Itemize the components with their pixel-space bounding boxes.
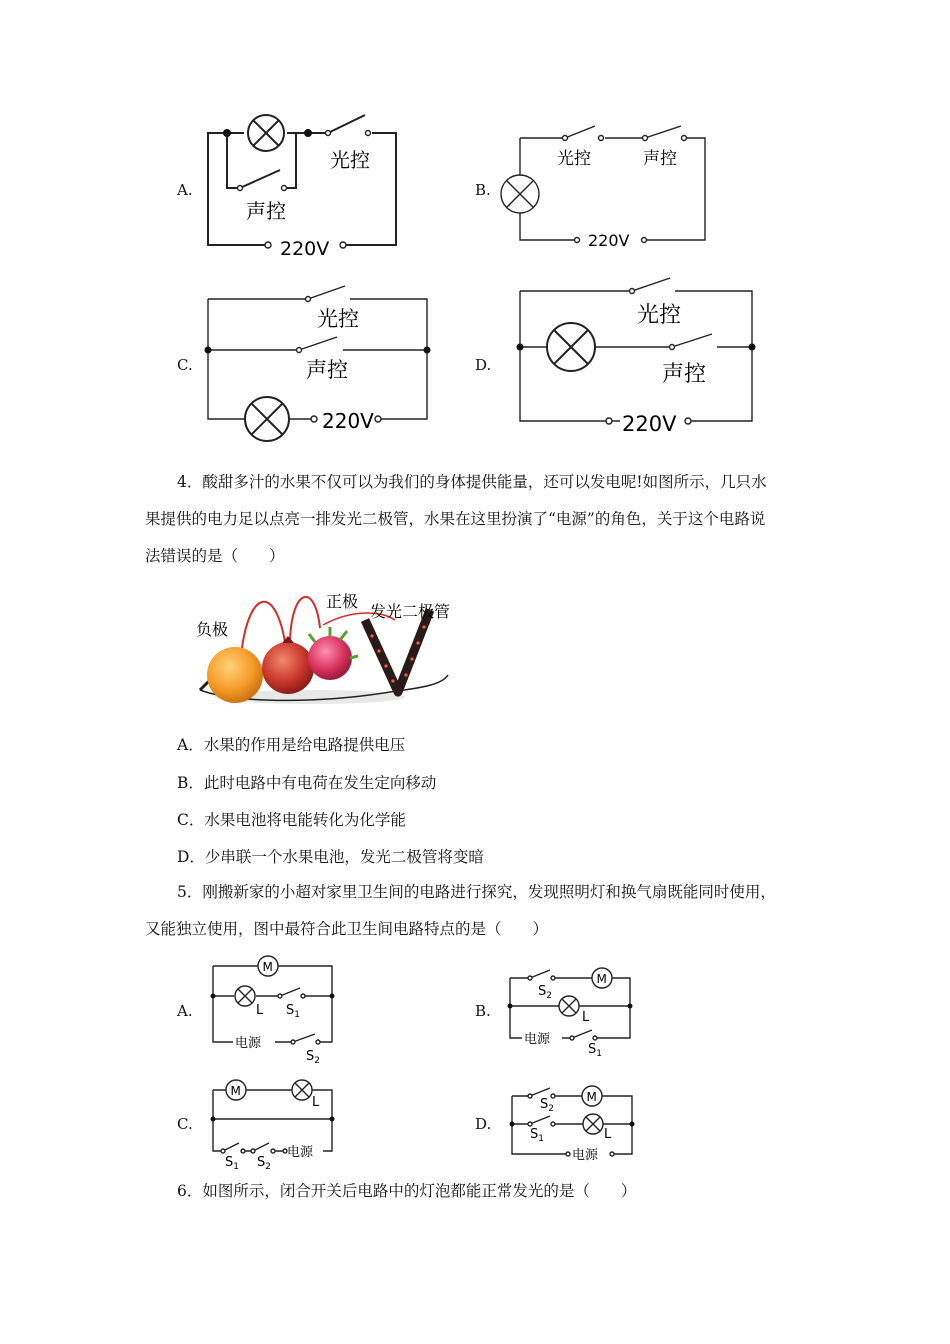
svg-text:S2 <box>538 984 552 1001</box>
switch-s2-subscript: 2 <box>265 1162 271 1172</box>
q3-option-a-letter: A. <box>177 181 193 199</box>
pomegranate-fruit <box>262 642 314 694</box>
switch-s1-label: S <box>286 1003 295 1018</box>
q4-stem-line-3: 法错误的是（ ） <box>145 547 285 565</box>
q4-stem-line-1: 4．酸甜多汁的水果不仅可以为我们的身体提供能量，还可以发电呢!如图所示，几只水 <box>177 473 767 491</box>
switch-s1-subscript: 1 <box>294 1010 300 1020</box>
q3-option-c-letter: C. <box>177 356 193 374</box>
svg-text:S2 <box>257 1155 271 1172</box>
dragonfruit-fruit <box>308 636 352 680</box>
q4-stem-line-2: 果提供的电力足以点亮一排发光二极管，水果在这里扮演了“电源”的角色，关于这个电路说 <box>145 510 766 528</box>
q5-circuit-a <box>205 952 345 1067</box>
light-control-label: 光控 <box>557 149 591 169</box>
power-source-label: 电源 <box>572 1148 599 1163</box>
motor-label: M <box>586 1090 597 1104</box>
q4-option-c: C．水果电池将电能转化为化学能 <box>177 811 406 829</box>
switch-s1-label: S <box>588 1042 597 1057</box>
q3-circuit-a <box>200 110 405 260</box>
led-strip <box>365 610 430 692</box>
q5-option-d-letter: D. <box>475 1115 492 1133</box>
sound-control-label: 声控 <box>643 149 677 169</box>
q5-option-c-letter: C. <box>177 1115 193 1133</box>
switch-s1-subscript: 1 <box>233 1162 239 1172</box>
sound-control-label: 声控 <box>306 358 348 382</box>
voltage-label: 220V <box>322 409 374 433</box>
motor-label: M <box>596 972 607 986</box>
voltage-label: 220V <box>622 412 677 436</box>
switch-s2-subscript: 2 <box>546 991 552 1001</box>
q4-option-a: A．水果的作用是给电路提供电压 <box>177 736 406 754</box>
power-source-label: 电源 <box>287 1145 314 1160</box>
q3-option-b-letter: B. <box>475 181 491 199</box>
switch-s1-label: S <box>225 1155 234 1170</box>
switch-s2-label: S <box>306 1049 315 1064</box>
svg-text:S2 <box>540 1097 554 1114</box>
led-label: 发光二极管 <box>370 602 451 621</box>
lamp-label: L <box>312 1095 320 1110</box>
light-control-label: 光控 <box>317 307 359 331</box>
motor-label: M <box>230 1084 241 1098</box>
svg-text:S1 <box>530 1127 544 1144</box>
q5-circuit-d <box>500 1078 640 1168</box>
negative-pole-label: 负极 <box>196 620 229 639</box>
switch-s2-subscript: 2 <box>548 1104 554 1114</box>
svg-text:S1 <box>286 1003 300 1020</box>
q5-stem-line-2: 又能独立使用，图中最符合此卫生间电路特点的是（ ） <box>145 920 549 938</box>
q3-circuit-c <box>200 282 435 442</box>
switch-s2-label: S <box>538 984 547 999</box>
switch-s1-subscript: 1 <box>596 1049 602 1059</box>
q5-stem-line-1: 5．刚搬新家的小超对家里卫生间的电路进行探究，发现照明灯和换气扇既能同时使用， <box>177 883 776 901</box>
q3-circuit-b <box>495 115 715 250</box>
q5-option-b-letter: B. <box>475 1002 491 1020</box>
lamp-label: L <box>256 1003 264 1018</box>
positive-pole-label: 正极 <box>326 592 359 611</box>
switch-s2-subscript: 2 <box>314 1056 320 1066</box>
light-control-label: 光控 <box>637 303 682 328</box>
switch-s1-label: S <box>530 1127 539 1142</box>
q6-stem-line-1: 6．如图所示，闭合开关后电路中的灯泡都能正常发光的是（ ） <box>177 1182 637 1200</box>
switch-s1-subscript: 1 <box>538 1134 544 1144</box>
q3-circuit-d <box>512 272 762 437</box>
sound-control-label: 声控 <box>662 362 707 387</box>
lamp-label: L <box>604 1127 612 1142</box>
svg-text:S1 <box>225 1155 239 1172</box>
light-control-label: 光控 <box>330 148 370 172</box>
q4-option-b: B．此时电路中有电荷在发生定向移动 <box>177 774 437 792</box>
motor-label: M <box>262 960 273 974</box>
q5-option-a-letter: A. <box>177 1002 193 1020</box>
sound-control-label: 声控 <box>246 199 286 223</box>
q5-circuit-b <box>500 960 640 1060</box>
voltage-label: 220V <box>588 231 630 250</box>
voltage-label: 220V <box>280 238 330 260</box>
lamp-label: L <box>582 1010 590 1025</box>
q4-option-d: D．少串联一个水果电池，发光二极管将变暗 <box>177 848 484 866</box>
fruit-battery-figure <box>180 580 465 710</box>
q5-circuit-c <box>205 1073 345 1173</box>
switch-s2-label: S <box>540 1097 549 1112</box>
power-source-label: 电源 <box>235 1036 262 1051</box>
svg-text:S2 <box>306 1049 320 1066</box>
power-source-label: 电源 <box>524 1032 551 1047</box>
orange-fruit <box>207 647 263 703</box>
q3-option-d-letter: D. <box>475 356 492 374</box>
svg-text:S1 <box>588 1042 602 1059</box>
switch-s2-label: S <box>257 1155 266 1170</box>
